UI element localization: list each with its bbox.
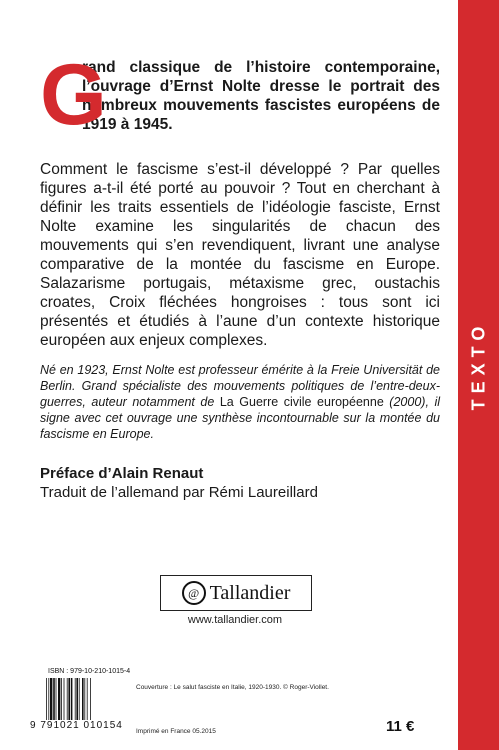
spine-label bbox=[458, 290, 499, 440]
preface-credit: Préface d’Alain Renaut bbox=[40, 465, 204, 482]
barcode bbox=[46, 678, 108, 720]
publisher-website: www.tallandier.com bbox=[187, 614, 283, 626]
isbn: ISBN : 979-10-210-1015-4 bbox=[48, 668, 131, 675]
bio-part-2: (2000), il signe avec cet ouvrage une synthèse incontournable sur la montée du fascisme en Europe. bbox=[40, 395, 441, 441]
barcode-digits: 9 791021 010154 bbox=[30, 720, 123, 731]
intro-paragraph bbox=[40, 47, 440, 143]
cover-credit: Couverture : Le salut fasciste en Italie, 1920-1930. © Roger-Viollet. bbox=[136, 684, 329, 691]
credits bbox=[40, 464, 440, 502]
price: 11 € bbox=[386, 718, 415, 735]
author-bio bbox=[40, 362, 440, 442]
bio-book-title: La Guerre civile européenne bbox=[219, 395, 384, 409]
intro-text: rand classique de l’histoire contemporaine, l’ouvrage d’Ernst Nolte dresse le portrait des nombreux mouvements fascistes européens de 1919 à 1945. bbox=[82, 59, 440, 133]
publisher-logo bbox=[160, 575, 312, 611]
translation-credit: Traduit de l’allemand par Rémi Laureillard bbox=[40, 484, 318, 501]
publisher-name: Tallandier bbox=[209, 581, 291, 604]
dropcap: G bbox=[40, 47, 107, 143]
back-cover-text bbox=[40, 47, 441, 502]
printed-info: Imprimé en France 05.2015 bbox=[136, 728, 216, 735]
summary-paragraph: Comment le fascisme s’est-il développé ? Par quelles figures a-t-il été porté au pouvoir ? Tout en cherchant à définir les traits essentiels de l’idéologie fasciste, Ernst Nolte examine les singularités de chacun des mouvements qui s’en revendiquent, livrant une analyse comparative de la montée du fascisme en Europe. Salazarisme portugais, métaxisme grec, oustachis croates, Croix fléchées hongroises : tous sont ici présentés et étudiés à l’aune d’un contexte historique européen aux enjeux complexes. bbox=[40, 161, 440, 349]
series-name: TEXTO bbox=[468, 320, 488, 410]
spiral-icon: @ bbox=[182, 581, 206, 605]
bio-part-1: Né en 1923, Ernst Nolte est professeur émérite à la Freie Universität de Berlin. Grand spécialiste des mouvements politiques de l’entre-deux-guerres, auteur notamment de bbox=[40, 363, 440, 409]
